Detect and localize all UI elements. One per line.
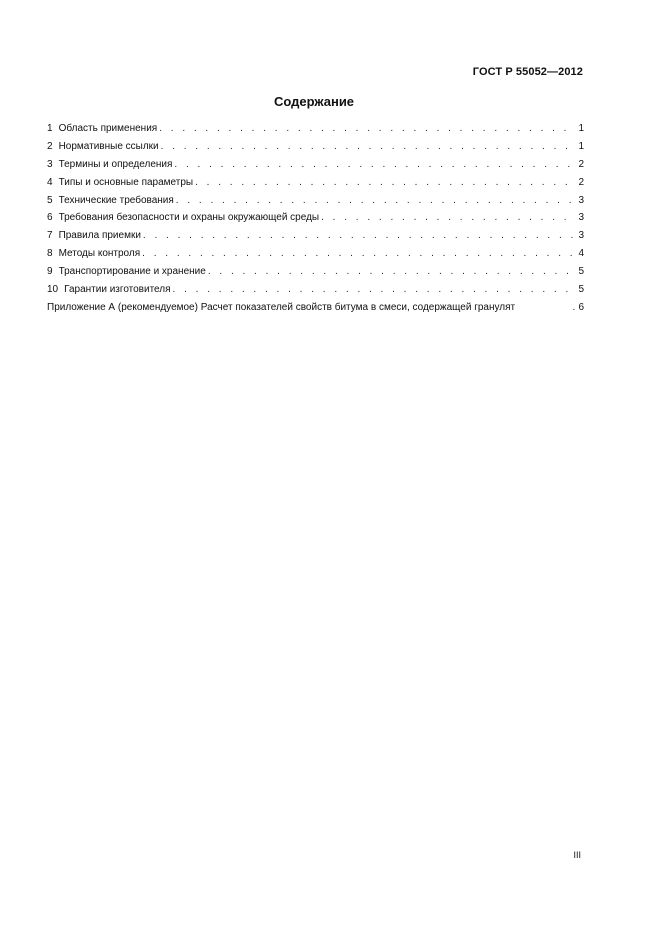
toc-entry-6[interactable]	[47, 209, 584, 227]
toc-entry-2[interactable]	[47, 138, 584, 156]
toc-entry-page: 4	[578, 248, 584, 260]
dot-leader	[195, 174, 576, 192]
toc-entry-title: Приложение А (рекомендуемое) Расчет показателей свойств битума в смеси, содержащей гранулят	[47, 301, 516, 313]
toc-entry-number: 2	[47, 140, 53, 152]
toc-entry-title: Методы контроля	[58, 248, 141, 260]
page-title: Содержание	[273, 94, 355, 109]
toc-entry-number: 7	[47, 230, 53, 242]
toc-entry-title: Нормативные ссылки	[58, 140, 159, 152]
toc-entry-page: 2	[578, 158, 584, 170]
toc-entry-page: 1	[578, 123, 584, 134]
toc-entry-number: 10	[47, 284, 59, 296]
dot-leader	[173, 281, 577, 299]
toc-entry-appendix-a[interactable]	[47, 299, 584, 317]
toc-entry-page: 2	[578, 176, 584, 188]
standard-designation: ГОСТ Р 55052—2012	[472, 66, 583, 78]
toc-entry-page: 1	[578, 140, 584, 152]
toc-entry-number: 4	[47, 176, 53, 188]
toc-entry-page: 3	[578, 194, 584, 206]
toc-entry-title: Термины и определения	[58, 158, 173, 170]
toc-entry-number: 5	[47, 194, 53, 206]
toc-entry-page: 6	[578, 301, 584, 313]
dot-leader	[143, 227, 577, 245]
toc-entry-title: Типы и основные параметры	[58, 176, 194, 188]
toc-entry-number: 6	[47, 212, 53, 224]
toc-entry-title: Правила приемки	[58, 230, 141, 242]
toc-entry-number: 1	[47, 123, 53, 134]
dot-leader	[572, 299, 576, 317]
toc-entry-title: Транспортирование и хранение	[58, 266, 206, 278]
toc-entry-number: 9	[47, 266, 53, 278]
toc-entry-8[interactable]	[47, 245, 584, 263]
dot-leader	[321, 209, 576, 227]
toc-entry-title: Область применения	[58, 123, 158, 134]
page-number: III	[573, 850, 581, 860]
toc-entry-4[interactable]	[47, 174, 584, 192]
dot-leader	[159, 120, 576, 138]
toc-entry-title: Гарантии изготовителя	[64, 284, 171, 296]
toc-entry-9[interactable]	[47, 263, 584, 281]
toc-entry-1[interactable]	[47, 120, 584, 138]
dot-leader	[174, 156, 576, 174]
dot-leader	[142, 245, 576, 263]
toc-entry-7[interactable]	[47, 227, 584, 245]
toc-entry-5[interactable]	[47, 192, 584, 210]
toc-entry-page: 5	[578, 266, 584, 278]
dot-leader	[161, 138, 577, 156]
table-of-contents	[47, 120, 584, 317]
dot-leader	[176, 192, 577, 210]
toc-entry-number: 3	[47, 158, 53, 170]
dot-leader	[208, 263, 577, 281]
toc-entry-page: 3	[578, 212, 584, 224]
toc-entry-title: Технические требования	[58, 194, 174, 206]
toc-entry-page: 3	[578, 230, 584, 242]
toc-entry-3[interactable]	[47, 156, 584, 174]
toc-entry-number: 8	[47, 248, 53, 260]
toc-entry-10[interactable]	[47, 281, 584, 299]
toc-entry-page: 5	[578, 284, 584, 296]
toc-entry-title: Требования безопасности и охраны окружающей среды	[58, 212, 320, 224]
